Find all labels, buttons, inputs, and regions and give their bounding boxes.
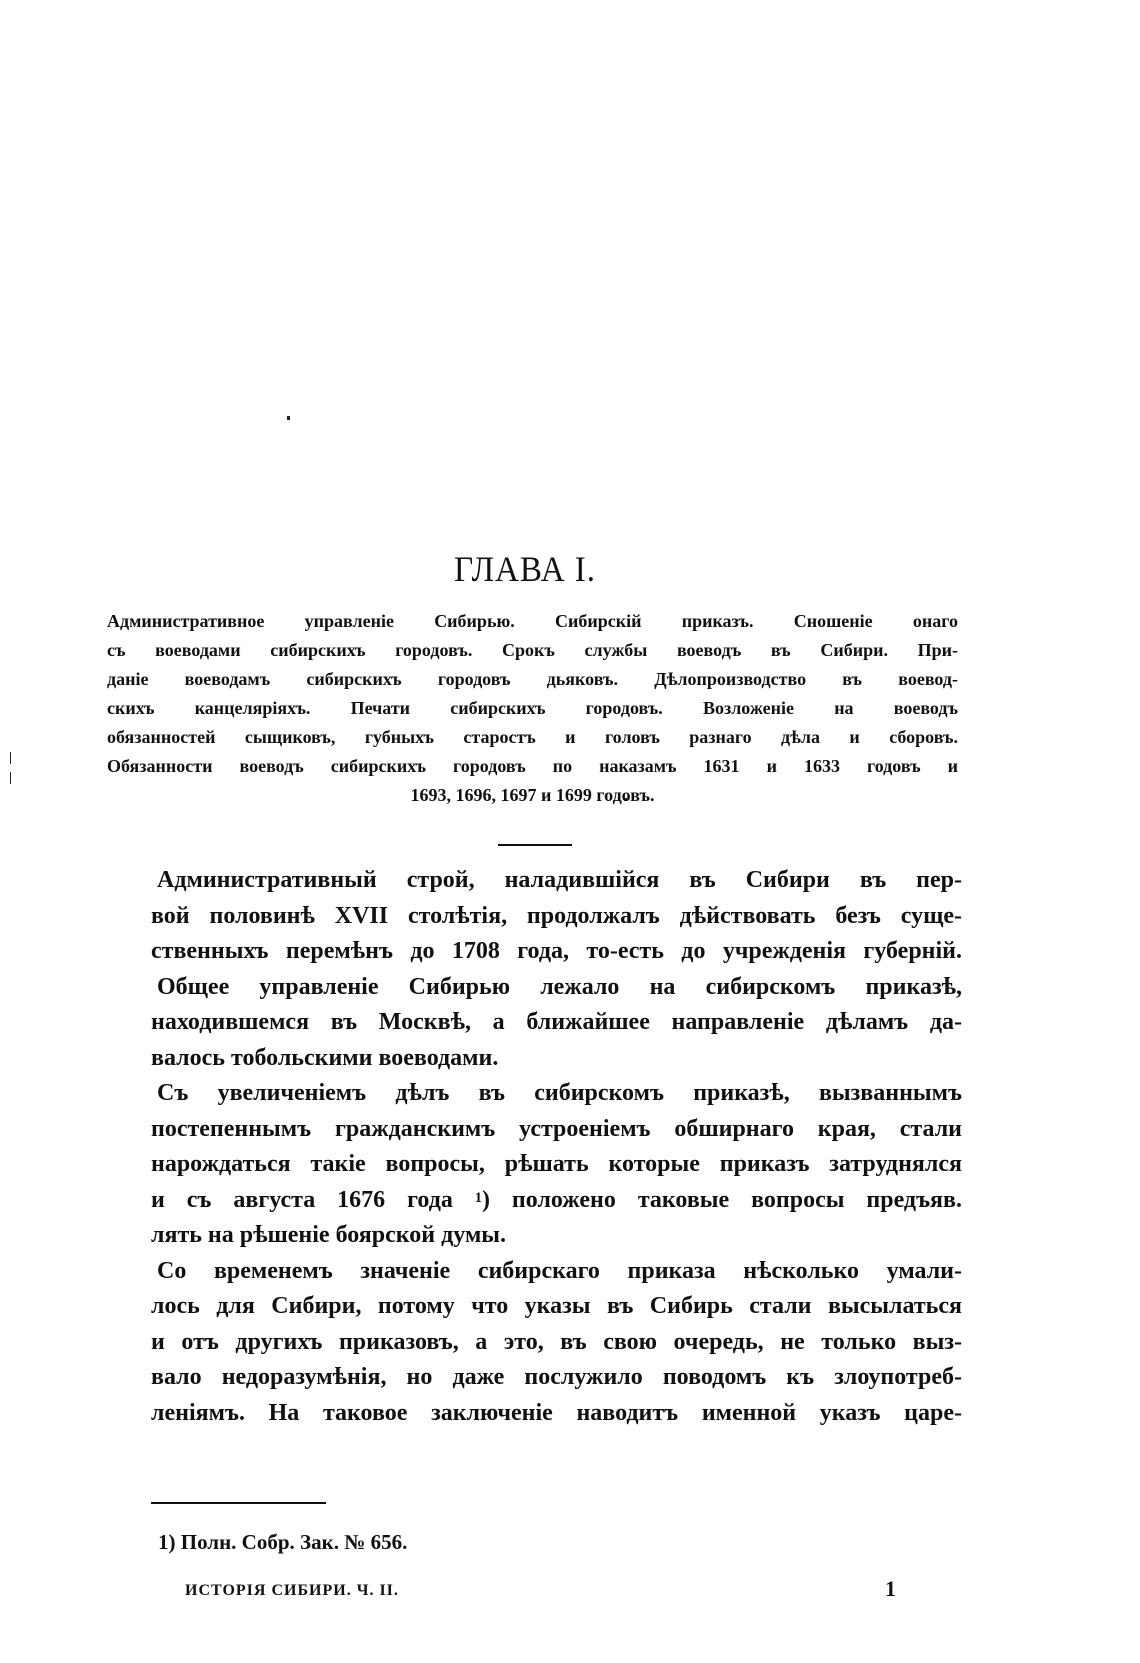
body-line: вой половинѣ XVII столѣтія, продолжалъ дѣйствовать безъ суще- (151, 902, 962, 929)
scan-speck (10, 752, 11, 764)
body-line: леніямъ. На таковое заключеніе наводитъ именной указъ царе- (151, 1399, 962, 1426)
body-line-with-footnote (151, 1183, 962, 1219)
body-line: Административный строй, наладившійся въ Сибири въ пер- (157, 867, 962, 893)
summary-line: Административное управленіе Сибирью. Сибирскій приказъ. Сношеніе онаго (107, 611, 958, 631)
chapter-summary (107, 607, 958, 810)
running-footer: ИСТОРІЯ СИБИРИ. Ч. II. (185, 1582, 399, 1599)
body-line: и отъ другихъ приказовъ, а это, въ свою очередь, не только выз- (151, 1328, 962, 1355)
body-line: лось для Сибири, потому что указы въ Сибирь стали высылаться (151, 1293, 962, 1319)
summary-line: даніе воеводамъ сибирскихъ городовъ дьяковъ. Дѣлопроизводство въ воевод- (107, 669, 958, 689)
body-line: лять на рѣшеніе боярской думы. (151, 1222, 507, 1248)
body-text (151, 863, 962, 1431)
page-number: 1 (885, 1576, 896, 1601)
section-divider (498, 844, 572, 846)
body-line: вало недоразумѣнія, но даже послужило поводомъ къ злоупотреб- (151, 1364, 962, 1390)
summary-line: обязанностей сыщиковъ, губныхъ старостъ и головъ разнаго дѣла и сборовъ. (107, 727, 958, 747)
body-line: ственныхъ перемѣнъ до 1708 года, то-есть до учрежденія губерній. (151, 938, 962, 964)
body-line-end: ) положено таковые вопросы предъяв. (482, 1186, 963, 1213)
body-line: Со временемъ значеніе сибирскаго приказа нѣсколько умали- (157, 1257, 962, 1284)
scan-speck (10, 772, 11, 784)
body-line: находившемся въ Москвѣ, а ближайшее направленіе дѣламъ да- (151, 1009, 962, 1035)
body-line: Общее управленіе Сибирью лежало на сибирскомъ приказѣ, (157, 973, 962, 1000)
scan-speck (287, 416, 290, 420)
summary-line: Обязанности воеводъ сибирскихъ городовъ по наказамъ 1631 и 1633 годовъ и (107, 756, 958, 776)
body-line-start: и съ августа 1676 года (151, 1186, 453, 1213)
summary-line: 1693, 1696, 1697 и 1699 годовъ. (410, 785, 655, 805)
summary-line: скихъ канцеляріяхъ. Печати сибирскихъ городовъ. Возложеніе на воеводъ (107, 698, 958, 718)
footnote: 1) Полн. Собр. Зак. № 656. (158, 1530, 408, 1554)
body-line: валось тобольскими воеводами. (151, 1044, 499, 1071)
summary-line: съ воеводами сибирскихъ городовъ. Срокъ службы воеводъ въ Сибири. При- (107, 640, 958, 660)
body-line: постепеннымъ гражданскимъ устроеніемъ обширнаго края, стали (151, 1115, 962, 1142)
chapter-title: ГЛАВА I. (454, 549, 596, 589)
body-line: Съ увеличеніемъ дѣлъ въ сибирскомъ приказѣ, вызваннымъ (157, 1080, 962, 1106)
body-line: нарождаться такіе вопросы, рѣшать которые приказъ затруднялся (151, 1151, 962, 1177)
footnote-marker[interactable]: 1 (474, 1189, 482, 1206)
footnote-divider (151, 1502, 326, 1504)
